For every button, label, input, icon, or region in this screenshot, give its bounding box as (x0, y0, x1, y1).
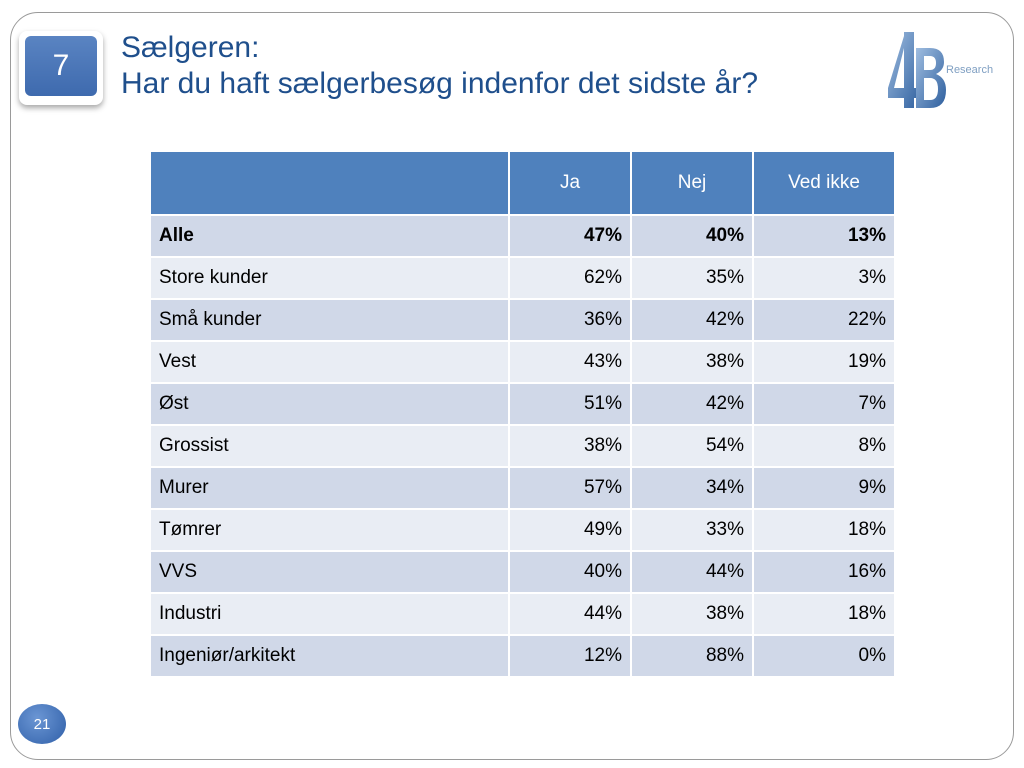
cell-nej: 44% (631, 551, 753, 593)
cell-ved-ikke: 19% (753, 341, 895, 383)
cell-ved-ikke: 13% (753, 215, 895, 257)
cell-ja: 57% (509, 467, 631, 509)
header-ja: Ja (509, 151, 631, 215)
cell-nej: 42% (631, 383, 753, 425)
header-blank (150, 151, 509, 215)
cell-ja: 49% (509, 509, 631, 551)
row-label: Tømrer (150, 509, 509, 551)
row-label: Alle (150, 215, 509, 257)
logo-research-text: Research (946, 64, 994, 76)
table-row (150, 467, 895, 509)
cell-ved-ikke: 7% (753, 383, 895, 425)
row-label: Ingeniør/arkitekt (150, 635, 509, 677)
row-label: Vest (150, 341, 509, 383)
table-row (150, 425, 895, 467)
header-nej: Nej (631, 151, 753, 215)
header-ved-ikke: Ved ikke (753, 151, 895, 215)
cell-nej: 33% (631, 509, 753, 551)
row-label: Grossist (150, 425, 509, 467)
slide-number-badge-label: 7 (25, 36, 97, 96)
table-row (150, 593, 895, 635)
title-line-1: Sælgeren: (121, 31, 260, 64)
cell-ved-ikke: 16% (753, 551, 895, 593)
cell-ved-ikke: 8% (753, 425, 895, 467)
table-header-row (150, 151, 895, 215)
cell-ved-ikke: 22% (753, 299, 895, 341)
table-row (150, 299, 895, 341)
slide-number-badge (19, 31, 103, 105)
cell-nej: 34% (631, 467, 753, 509)
cell-nej: 38% (631, 341, 753, 383)
row-label: VVS (150, 551, 509, 593)
cell-ved-ikke: 9% (753, 467, 895, 509)
row-label: Øst (150, 383, 509, 425)
cell-ja: 62% (509, 257, 631, 299)
cell-nej: 42% (631, 299, 753, 341)
cell-nej: 88% (631, 635, 753, 677)
cell-ja: 44% (509, 593, 631, 635)
cell-ved-ikke: 18% (753, 509, 895, 551)
row-label: Store kunder (150, 257, 509, 299)
title-line-2: Har du haft sælgerbesøg indenfor det sidste år? (121, 67, 759, 100)
cell-ja: 43% (509, 341, 631, 383)
cell-nej: 40% (631, 215, 753, 257)
results-table (149, 150, 896, 678)
row-label: Industri (150, 593, 509, 635)
cell-ja: 12% (509, 635, 631, 677)
table-row (150, 635, 895, 677)
cell-ja: 51% (509, 383, 631, 425)
table-row (150, 257, 895, 299)
row-label: Murer (150, 467, 509, 509)
cell-ja: 40% (509, 551, 631, 593)
row-label: Små kunder (150, 299, 509, 341)
table-row (150, 551, 895, 593)
table-row (150, 509, 895, 551)
cell-ja: 38% (509, 425, 631, 467)
cell-nej: 54% (631, 425, 753, 467)
cell-ved-ikke: 18% (753, 593, 895, 635)
table-row (150, 215, 895, 257)
table-row (150, 383, 895, 425)
cell-ja: 36% (509, 299, 631, 341)
page-number-badge: 21 (18, 704, 66, 744)
page-title (121, 30, 758, 102)
cell-ja: 47% (509, 215, 631, 257)
cell-ved-ikke: 3% (753, 257, 895, 299)
cell-ved-ikke: 0% (753, 635, 895, 677)
table-row (150, 341, 895, 383)
cell-nej: 35% (631, 257, 753, 299)
cell-nej: 38% (631, 593, 753, 635)
